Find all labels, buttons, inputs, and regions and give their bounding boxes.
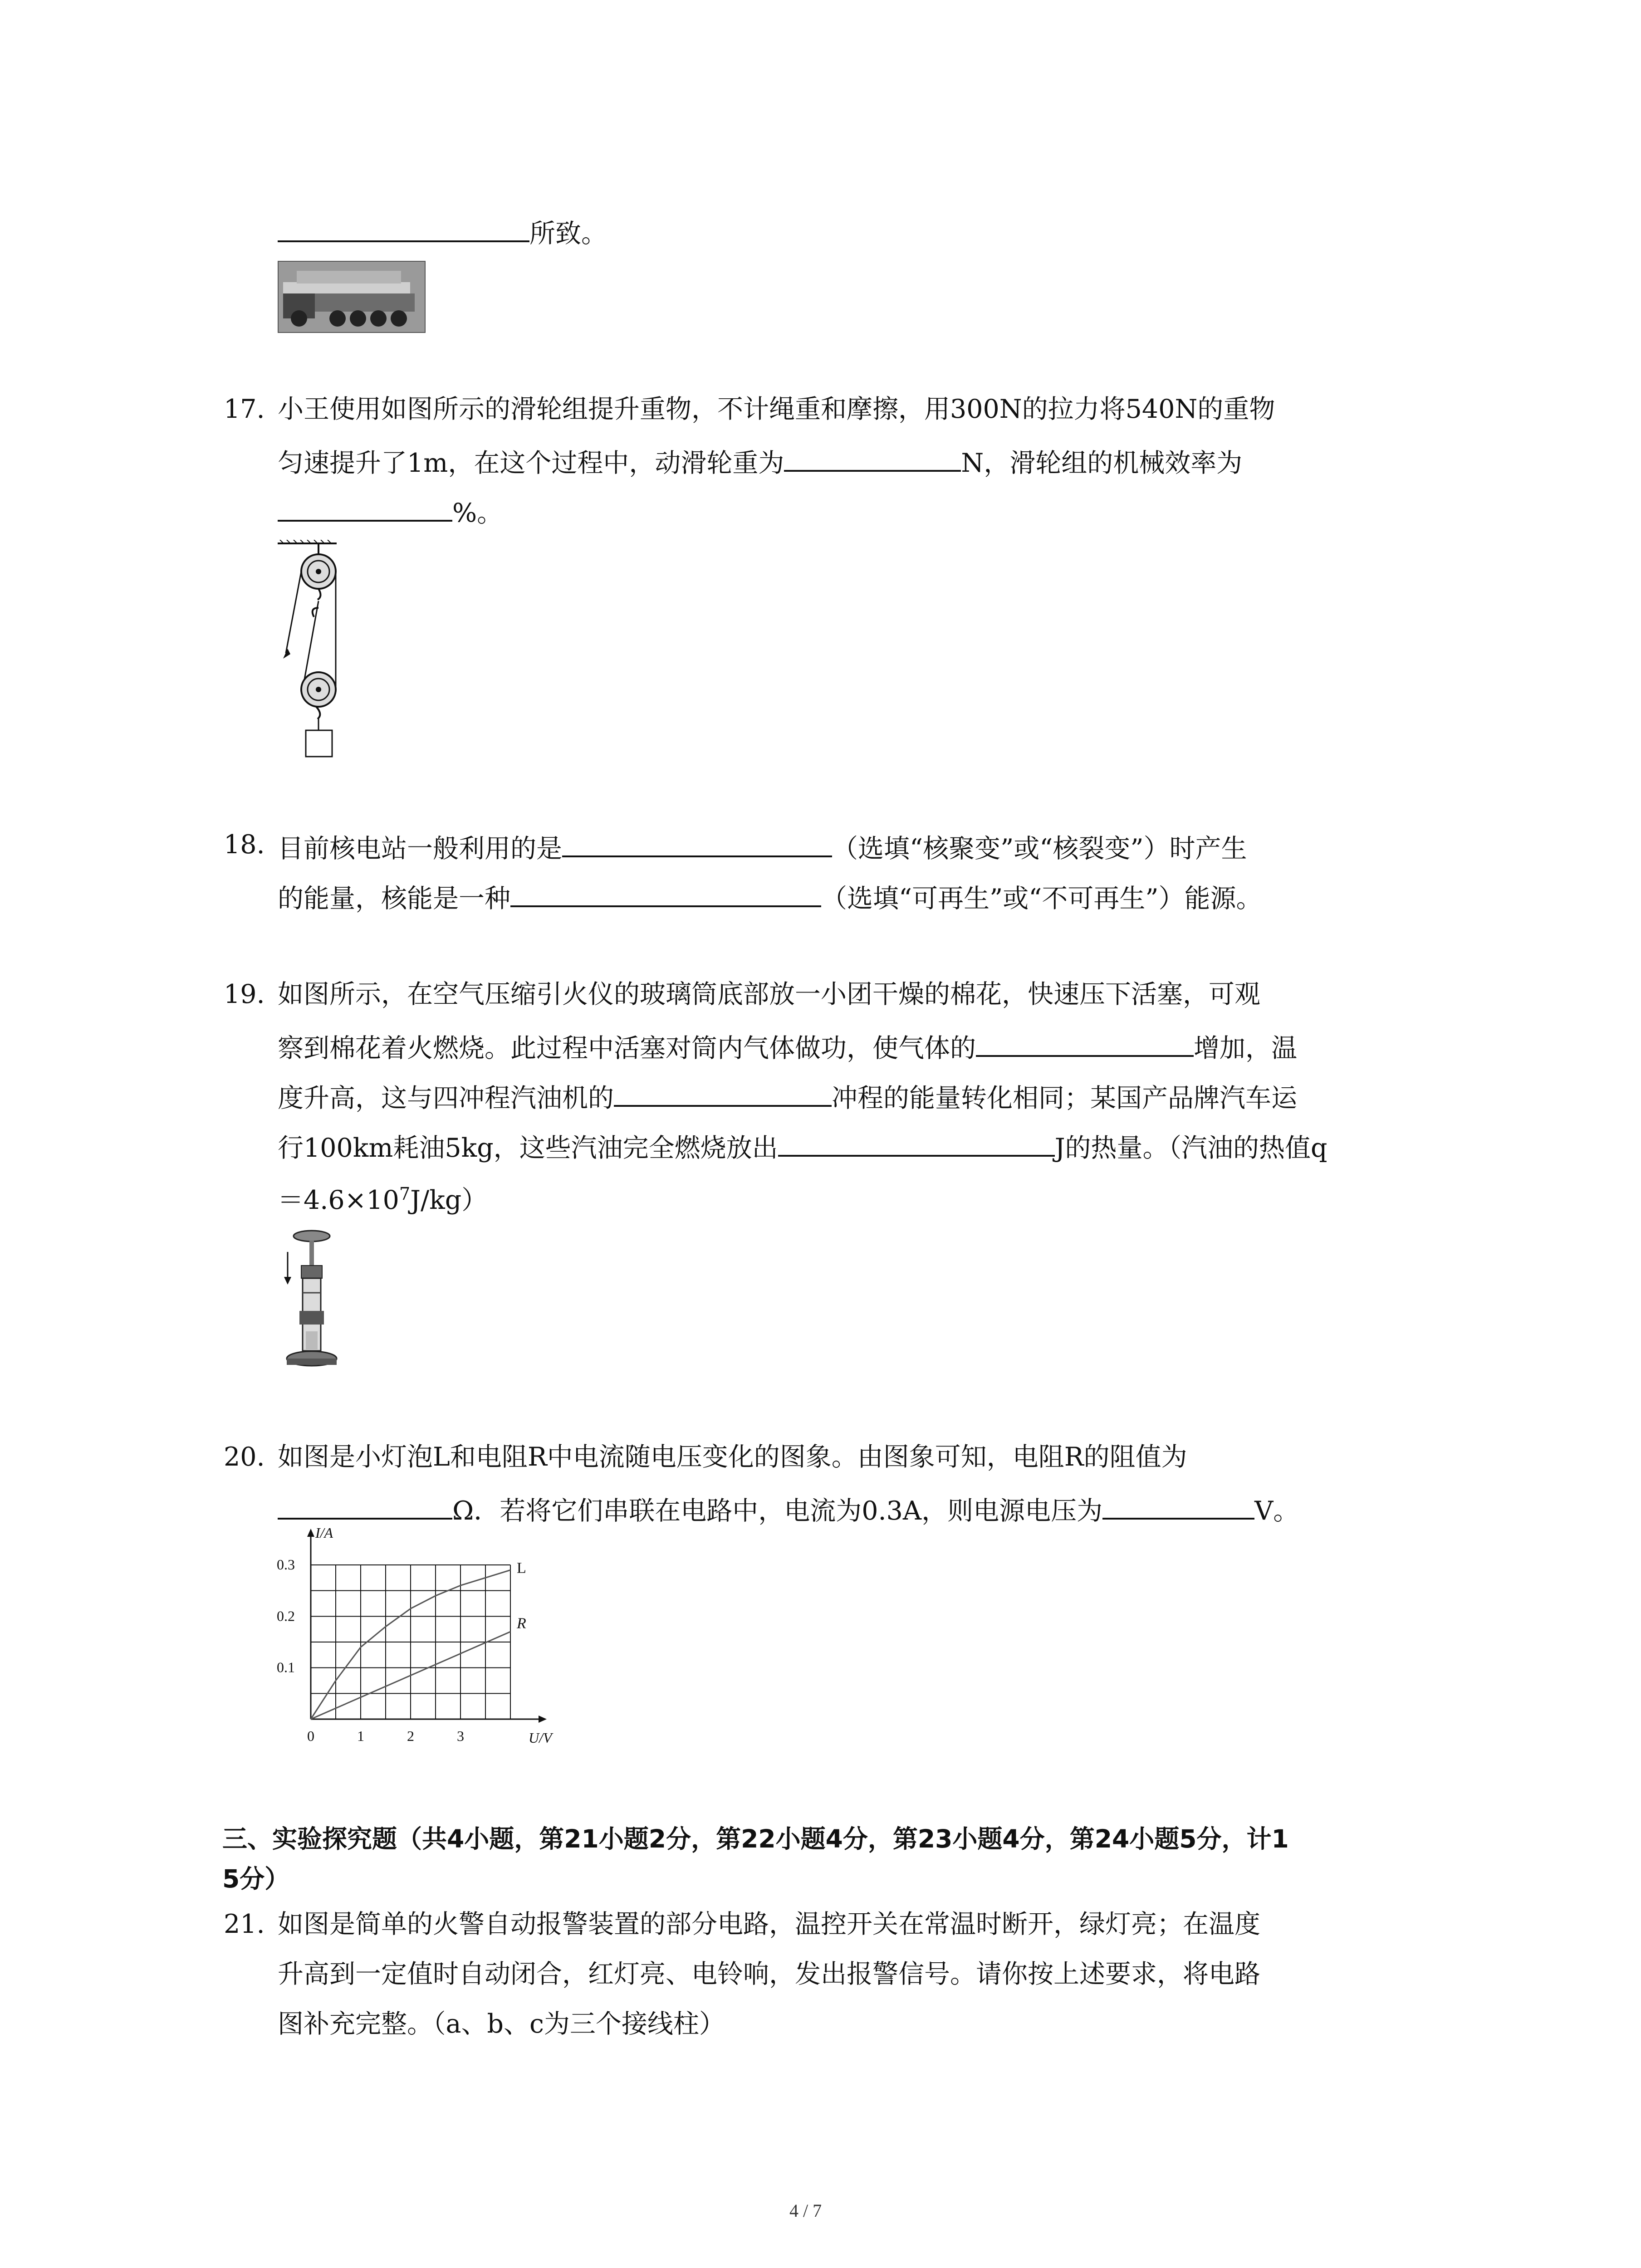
q19-number: 19.	[224, 979, 265, 1009]
q17-line1: 小王使用如图所示的滑轮组提升重物，不计绳重和摩擦，用300N的拉力将540N的重物	[278, 394, 1275, 424]
q19-blank-heat	[778, 1129, 1055, 1157]
series-label-L: L	[517, 1559, 526, 1577]
q21-number: 21.	[224, 1909, 265, 1939]
truck-image	[278, 261, 426, 333]
section3-title-line1: 三、实验探究题（共4小题，第21小题2分，第22小题4分，第23小题4分，第24小题5分，计1	[222, 1824, 1289, 1853]
q18-line1	[278, 830, 1247, 863]
q17-line2-end: N，滑轮组的机械效率为	[961, 448, 1243, 478]
q19-blank-stroke	[614, 1080, 832, 1107]
y-axis-arrow	[307, 1529, 314, 1537]
q18-blank-renewable	[510, 880, 821, 907]
q20-blank-voltage	[1102, 1492, 1254, 1520]
q21-line3: 图补充完整。（a、b、c为三个接线柱）	[278, 2009, 725, 2039]
q19-line2-start: 察到棉花着火燃烧。此过程中活塞对筒内气体做功，使气体的	[278, 1033, 976, 1063]
q16-tail-text: 所致。	[529, 219, 607, 249]
q19-line2-end: 增加，温	[1194, 1033, 1297, 1063]
y-tick-label: 0.1	[277, 1659, 295, 1676]
q19-exponent: 7	[399, 1184, 411, 1204]
q19-blank-internal-energy	[976, 1030, 1194, 1057]
y-axis-label: I/A	[315, 1525, 333, 1541]
x-tick-label: 1	[357, 1728, 364, 1744]
q16-answer-line	[278, 215, 607, 248]
q20-blank-resistance	[278, 1492, 452, 1520]
q18-blank-reaction	[562, 830, 832, 857]
q17-line2	[278, 445, 1242, 478]
x-tick-label: 2	[407, 1728, 414, 1744]
series-label-R: R	[517, 1615, 526, 1632]
pulley-diagram	[278, 540, 346, 767]
q19-line4-start: 行100km耗油5kg，这些汽油完全燃烧放出	[278, 1133, 778, 1163]
q20-line2-start: Ω．若将它们串联在电路中，电流为0.3A，则电源电压为	[452, 1496, 1103, 1526]
q19-line5-end: J/kg）	[410, 1185, 488, 1215]
q17-line3	[278, 494, 503, 528]
x-tick-label: 3	[457, 1728, 464, 1744]
q20-line2	[278, 1492, 1299, 1525]
q20-line1: 如图是小灯泡L和电阻R中电流随电压变化的图象。由图象可知，电阻R的阻值为	[278, 1442, 1187, 1472]
q19-line2	[278, 1030, 1297, 1063]
q18-line1-start: 目前核电站一般利用的是	[278, 834, 562, 864]
q19-line3-end: 冲程的能量转化相同；某国产品牌汽车运	[832, 1083, 1297, 1113]
q16-blank	[278, 215, 529, 242]
q17-line2-start: 匀速提升了1m，在这个过程中，动滑轮重为	[278, 448, 784, 478]
q20-line2-end: V。	[1254, 1496, 1299, 1526]
q17-blank-efficiency	[278, 494, 452, 522]
q19-line3	[278, 1080, 1297, 1113]
page-number: 4 / 7	[789, 2200, 822, 2221]
q17-number: 17.	[224, 394, 265, 424]
x-tick-label: 0	[307, 1728, 314, 1744]
air-compression-igniter	[278, 1229, 341, 1374]
q18-line1-end: （选填“核聚变”或“核裂变”）时产生	[832, 834, 1247, 864]
y-tick-label: 0.2	[277, 1608, 295, 1624]
q17-line3-end: %。	[452, 498, 503, 528]
q21-line2: 升高到一定值时自动闭合，红灯亮、电铃响，发出报警信号。请你按上述要求，将电路	[278, 1959, 1260, 1989]
q21-line1: 如图是简单的火警自动报警装置的部分电路，温控开关在常温时断开，绿灯亮；在温度	[278, 1909, 1260, 1939]
q19-line4	[278, 1129, 1327, 1163]
q19-line4-end: J的热量。（汽油的热值q	[1054, 1133, 1327, 1163]
q18-line2-end: （选填“可再生”或“不可再生”）能源。	[821, 884, 1262, 914]
q17-blank-weight	[784, 445, 961, 472]
section3-title-line2: 5分）	[222, 1864, 290, 1893]
q18-line2	[278, 880, 1262, 913]
q18-line2-start: 的能量，核能是一种	[278, 884, 510, 914]
q18-number: 18.	[224, 830, 265, 860]
y-tick-label: 0.3	[277, 1556, 295, 1573]
x-axis-label: U/V	[529, 1730, 552, 1746]
q19-line1: 如图所示，在空气压缩引火仪的玻璃筒底部放一小团干燥的棉花，快速压下活塞，可观	[278, 979, 1260, 1009]
x-axis-arrow	[539, 1716, 547, 1723]
iv-chart	[272, 1524, 554, 1760]
q19-line3-start: 度升高，这与四冲程汽油机的	[278, 1083, 614, 1113]
q19-line5	[278, 1179, 487, 1215]
q19-line5-start: ＝4.6×10	[278, 1185, 399, 1215]
q20-number: 20.	[224, 1442, 265, 1472]
